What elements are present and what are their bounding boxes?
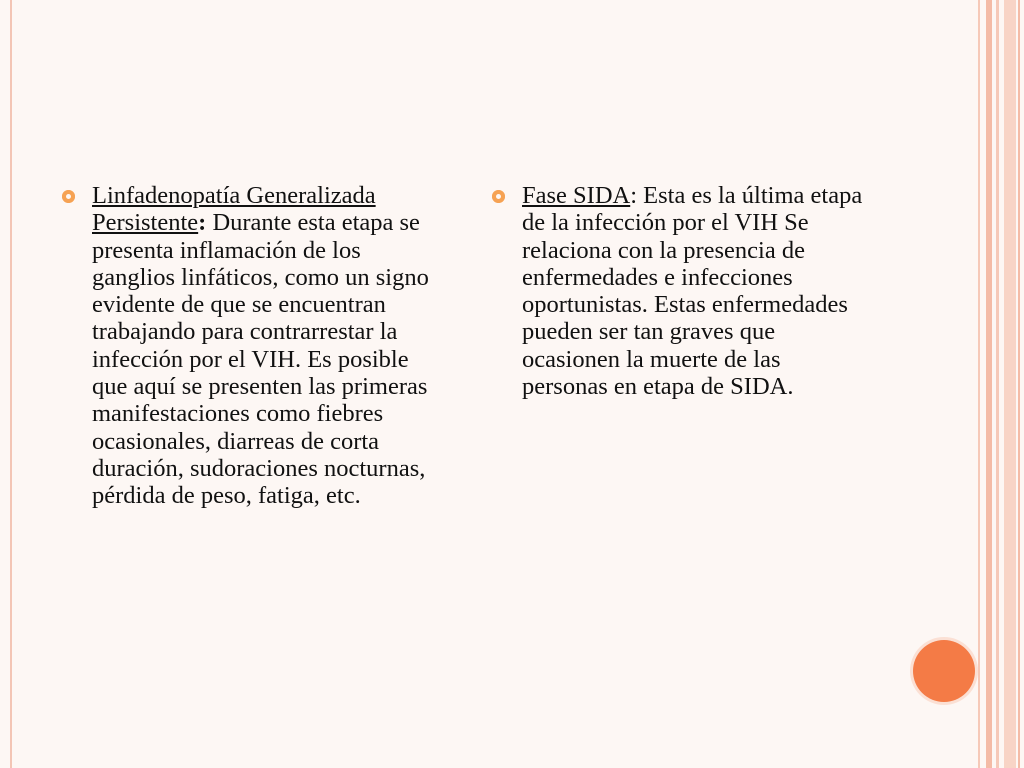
right-term: Fase SIDA	[522, 182, 631, 209]
right-colon: :	[630, 182, 638, 209]
right-column	[492, 182, 864, 400]
left-column	[62, 182, 434, 510]
left-term: Linfadenopatía Generalizada Persistente	[92, 182, 376, 237]
right-stripe	[1004, 0, 1016, 768]
circle-bullet-icon	[62, 190, 75, 203]
right-stripe	[986, 0, 992, 768]
right-stripe	[978, 0, 980, 768]
circle-bullet-icon	[492, 190, 505, 203]
orange-circle-icon	[913, 640, 975, 702]
right-stripe	[1018, 0, 1020, 768]
left-paragraph	[62, 182, 434, 510]
right-stripe	[996, 0, 999, 768]
left-colon: :	[198, 209, 207, 237]
right-paragraph	[492, 182, 864, 400]
left-border-line	[10, 0, 12, 768]
left-body: Durante esta etapa se presenta inflamación de los ganglios linfáticos, como un signo evidente de que se encuentran trabajando para contrarrestar la infección por el VIH. Es posible que aquí se presenten las primeras manifestaciones como fiebres ocasionales, diarreas de corta duración, sudoraciones nocturnas, pérdida de peso, fatiga, etc.	[92, 209, 429, 510]
right-body: Esta es la última etapa de la infección por el VIH Se relaciona con la presencia de enfermedades e infecciones oportunistas. Estas enfermedades pueden ser tan graves que ocasionen la muerte de las personas en etapa de SIDA.	[522, 182, 863, 401]
